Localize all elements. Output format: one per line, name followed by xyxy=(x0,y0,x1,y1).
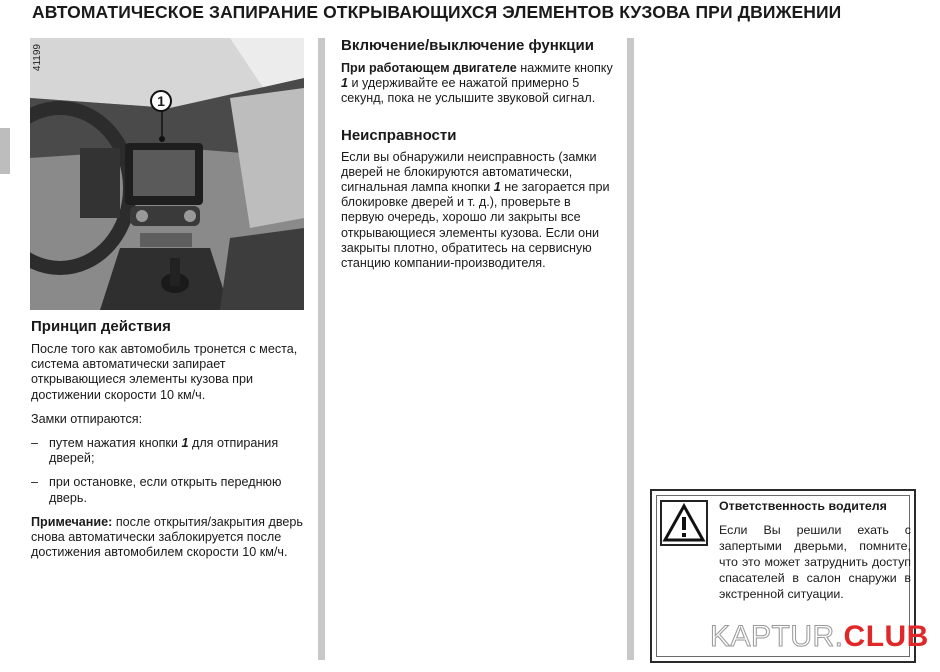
column-2 xyxy=(341,36,615,271)
paragraph-text: нажмите кнопку xyxy=(516,61,613,75)
figure-ref-number: 41199 xyxy=(32,44,43,72)
paragraph: После того как автомобиль тронется с места, система автоматически запирает открывающиеся элементы кузова при достижении скорости 10 км/ч. xyxy=(31,342,298,402)
watermark-part: CLUB xyxy=(843,620,929,653)
callout-number: 1 xyxy=(150,90,172,112)
list-item-text: для отпирания дверей; xyxy=(49,436,279,466)
list-item-text: при остановке, если открыть переднюю дверь. xyxy=(49,475,282,505)
button-ref: 1 xyxy=(341,76,349,91)
paragraph: Замки отпираются: xyxy=(31,411,143,426)
column-divider xyxy=(318,38,325,660)
button-ref: 1 xyxy=(493,180,501,195)
paragraph-text: Если вы обнаружили неисправность (замки дверей не блокируются автоматически, сигнальная лампа кнопки xyxy=(341,149,597,195)
warning-heading-block xyxy=(719,499,911,514)
warning-text-top xyxy=(719,522,911,602)
list-item-text: путем нажатия кнопки xyxy=(49,436,182,451)
dashboard-photo xyxy=(30,38,304,310)
paragraph-text: не загорается при блокировке дверей и т. д.), проверьте в первую очередь, хорошо ли закрыты все открывающиеся элементы кузова. Если они закрыты плотно, обратитесь на сервисную станцию компании-производителя. xyxy=(341,180,610,271)
note-paragraph xyxy=(31,515,305,561)
section-heading: Включение/выключение функции xyxy=(341,37,594,54)
warning-triangle-icon xyxy=(660,500,708,546)
watermark-part: KAPTUR. xyxy=(710,620,844,653)
warning-title: Ответственность водителя xyxy=(719,499,887,513)
paragraph-text: и удерживайте ее нажатой примерно 5 секунд, пока не услышите звуковой сигнал. xyxy=(341,76,596,106)
watermark-logo xyxy=(710,620,929,654)
section-heading: Неисправности xyxy=(341,126,457,144)
warning-text: Если Вы решили ехать с запертыми дверьми, помните, что это может затруднить доступ спасателей в салон снаружи в экстренной ситуации. xyxy=(719,523,911,601)
column-1 xyxy=(31,317,305,560)
emphasis-text: При работающем двигателе xyxy=(341,61,517,75)
column-divider xyxy=(627,38,634,660)
paragraph xyxy=(341,61,615,107)
list-item: – при остановке, если открыть переднюю дверь. xyxy=(31,475,305,505)
button-ref: 1 xyxy=(181,436,189,451)
section-heading: Принцип действия xyxy=(31,318,171,335)
note-text: после открытия/закрытия дверь снова автоматически заблокируется после достижения автомобилем скорости 10 км/ч. xyxy=(31,514,303,560)
paragraph xyxy=(341,150,615,272)
page-title: АВТОМАТИЧЕСКОЕ ЗАПИРАНИЕ ОТКРЫВАЮЩИХСЯ ЭЛЕМЕНТОВ КУЗОВА ПРИ ДВИЖЕНИИ xyxy=(32,2,842,22)
note-label: Примечание: xyxy=(31,514,113,529)
list-item: – путем нажатия кнопки 1 для отпирания дверей; xyxy=(31,436,279,466)
section-tab-marker xyxy=(0,128,10,174)
